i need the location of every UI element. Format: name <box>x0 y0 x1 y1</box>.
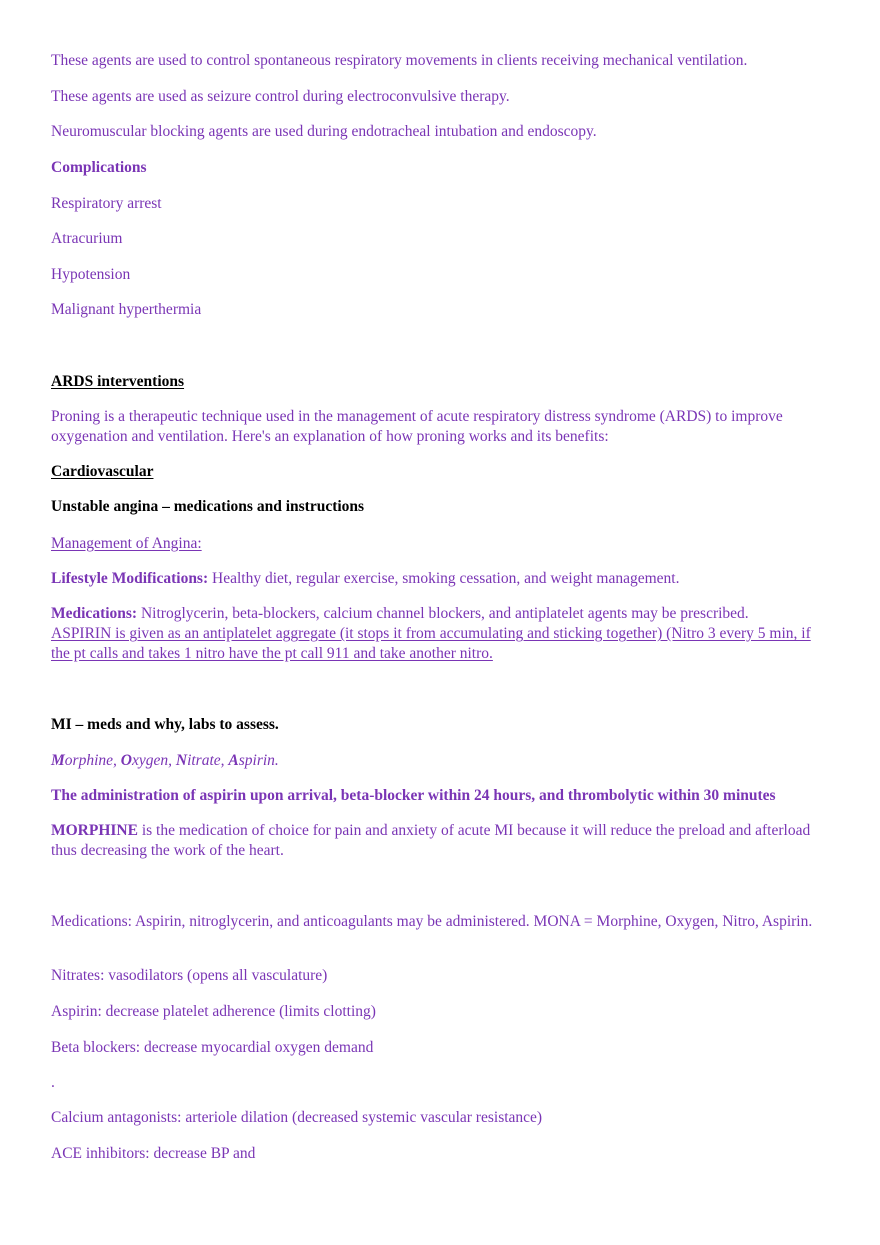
angina-heading: Unstable angina – medications and instructions <box>51 498 365 515</box>
complication-item: Malignant hyperthermia <box>51 301 202 318</box>
morphine-paragraph <box>51 821 826 861</box>
medications-text: Nitroglycerin, beta-blockers, calcium channel blockers, and antiplatelet agents may be prescribed. <box>137 605 749 622</box>
mi-medications-line: Medications: Aspirin, nitroglycerin, and anticoagulants may be administered. MONA = Morphine, Oxygen, Nitro, Aspirin. <box>51 913 813 930</box>
angina-management-link: Management of Angina: <box>51 535 202 552</box>
ards-heading: ARDS interventions <box>51 373 185 390</box>
lifestyle-text: Healthy diet, regular exercise, smoking cessation, and weight management. <box>208 570 680 587</box>
medications-paragraph <box>51 604 826 664</box>
mona-m: M <box>51 752 65 769</box>
intro-line-3: Neuromuscular blocking agents are used during endotracheal intubation and endoscopy. <box>51 123 597 140</box>
aspirin-line: Aspirin: decrease platelet adherence (limits clotting) <box>51 1003 376 1020</box>
calcium-line: Calcium antagonists: arteriole dilation (decreased systemic vascular resistance) <box>51 1109 543 1126</box>
beta-blockers-line: Beta blockers: decrease myocardial oxygen demand <box>51 1039 374 1056</box>
lifestyle-label: Lifestyle Modifications: <box>51 570 209 587</box>
lifestyle-paragraph <box>51 569 826 589</box>
mona-line <box>51 751 826 771</box>
complication-item: Hypotension <box>51 266 131 283</box>
medications-line <box>51 604 826 624</box>
complication-item: Respiratory arrest <box>51 195 162 212</box>
mona-o-rest: xygen, <box>131 752 176 769</box>
nitrates-line: Nitrates: vasodilators (opens all vasculature) <box>51 967 328 984</box>
morphine-label: MORPHINE <box>51 822 138 839</box>
mona-o: O <box>120 752 132 769</box>
aspirin-note: ASPIRIN is given as an antiplatelet aggregate (it stops it from accumulating and sticking together) (Nitro 3 every 5 min, if the pt calls and takes 1 nitro have the pt call 911 and take another nitro. <box>51 625 811 662</box>
dot-line: . <box>51 1074 55 1091</box>
mona-a: A <box>228 752 239 769</box>
medications-label: Medications: <box>51 605 138 622</box>
morphine-text: is the medication of choice for pain and anxiety of acute MI because it will reduce the preload and afterload thus decreasing the work of the heart. <box>51 822 811 859</box>
mona-n-rest: itrate, <box>187 752 229 769</box>
ards-text: Proning is a therapeutic technique used in the management of acute respiratory distress syndrome (ARDS) to improve oxygenation and ventilation. Here's an explanation of how proning works and its benefits: <box>51 408 783 445</box>
cardiovascular-heading: Cardiovascular <box>51 463 154 480</box>
intro-line-1: These agents are used to control spontaneous respiratory movements in clients receiving mechanical ventilation. <box>51 52 748 69</box>
mona-a-rest: spirin. <box>238 752 279 769</box>
intro-line-2: These agents are used as seizure control during electroconvulsive therapy. <box>51 88 510 105</box>
complication-item: Atracurium <box>51 230 123 247</box>
mi-heading: MI – meds and why, labs to assess. <box>51 716 279 733</box>
mona-n: N <box>175 752 188 769</box>
complications-heading: Complications <box>51 159 147 176</box>
ace-line: ACE inhibitors: decrease BP and <box>51 1145 256 1162</box>
mona-m-rest: orphine, <box>64 752 121 769</box>
administration-line: The administration of aspirin upon arrival, beta-blocker within 24 hours, and thrombolytic within 30 minutes <box>51 787 776 804</box>
